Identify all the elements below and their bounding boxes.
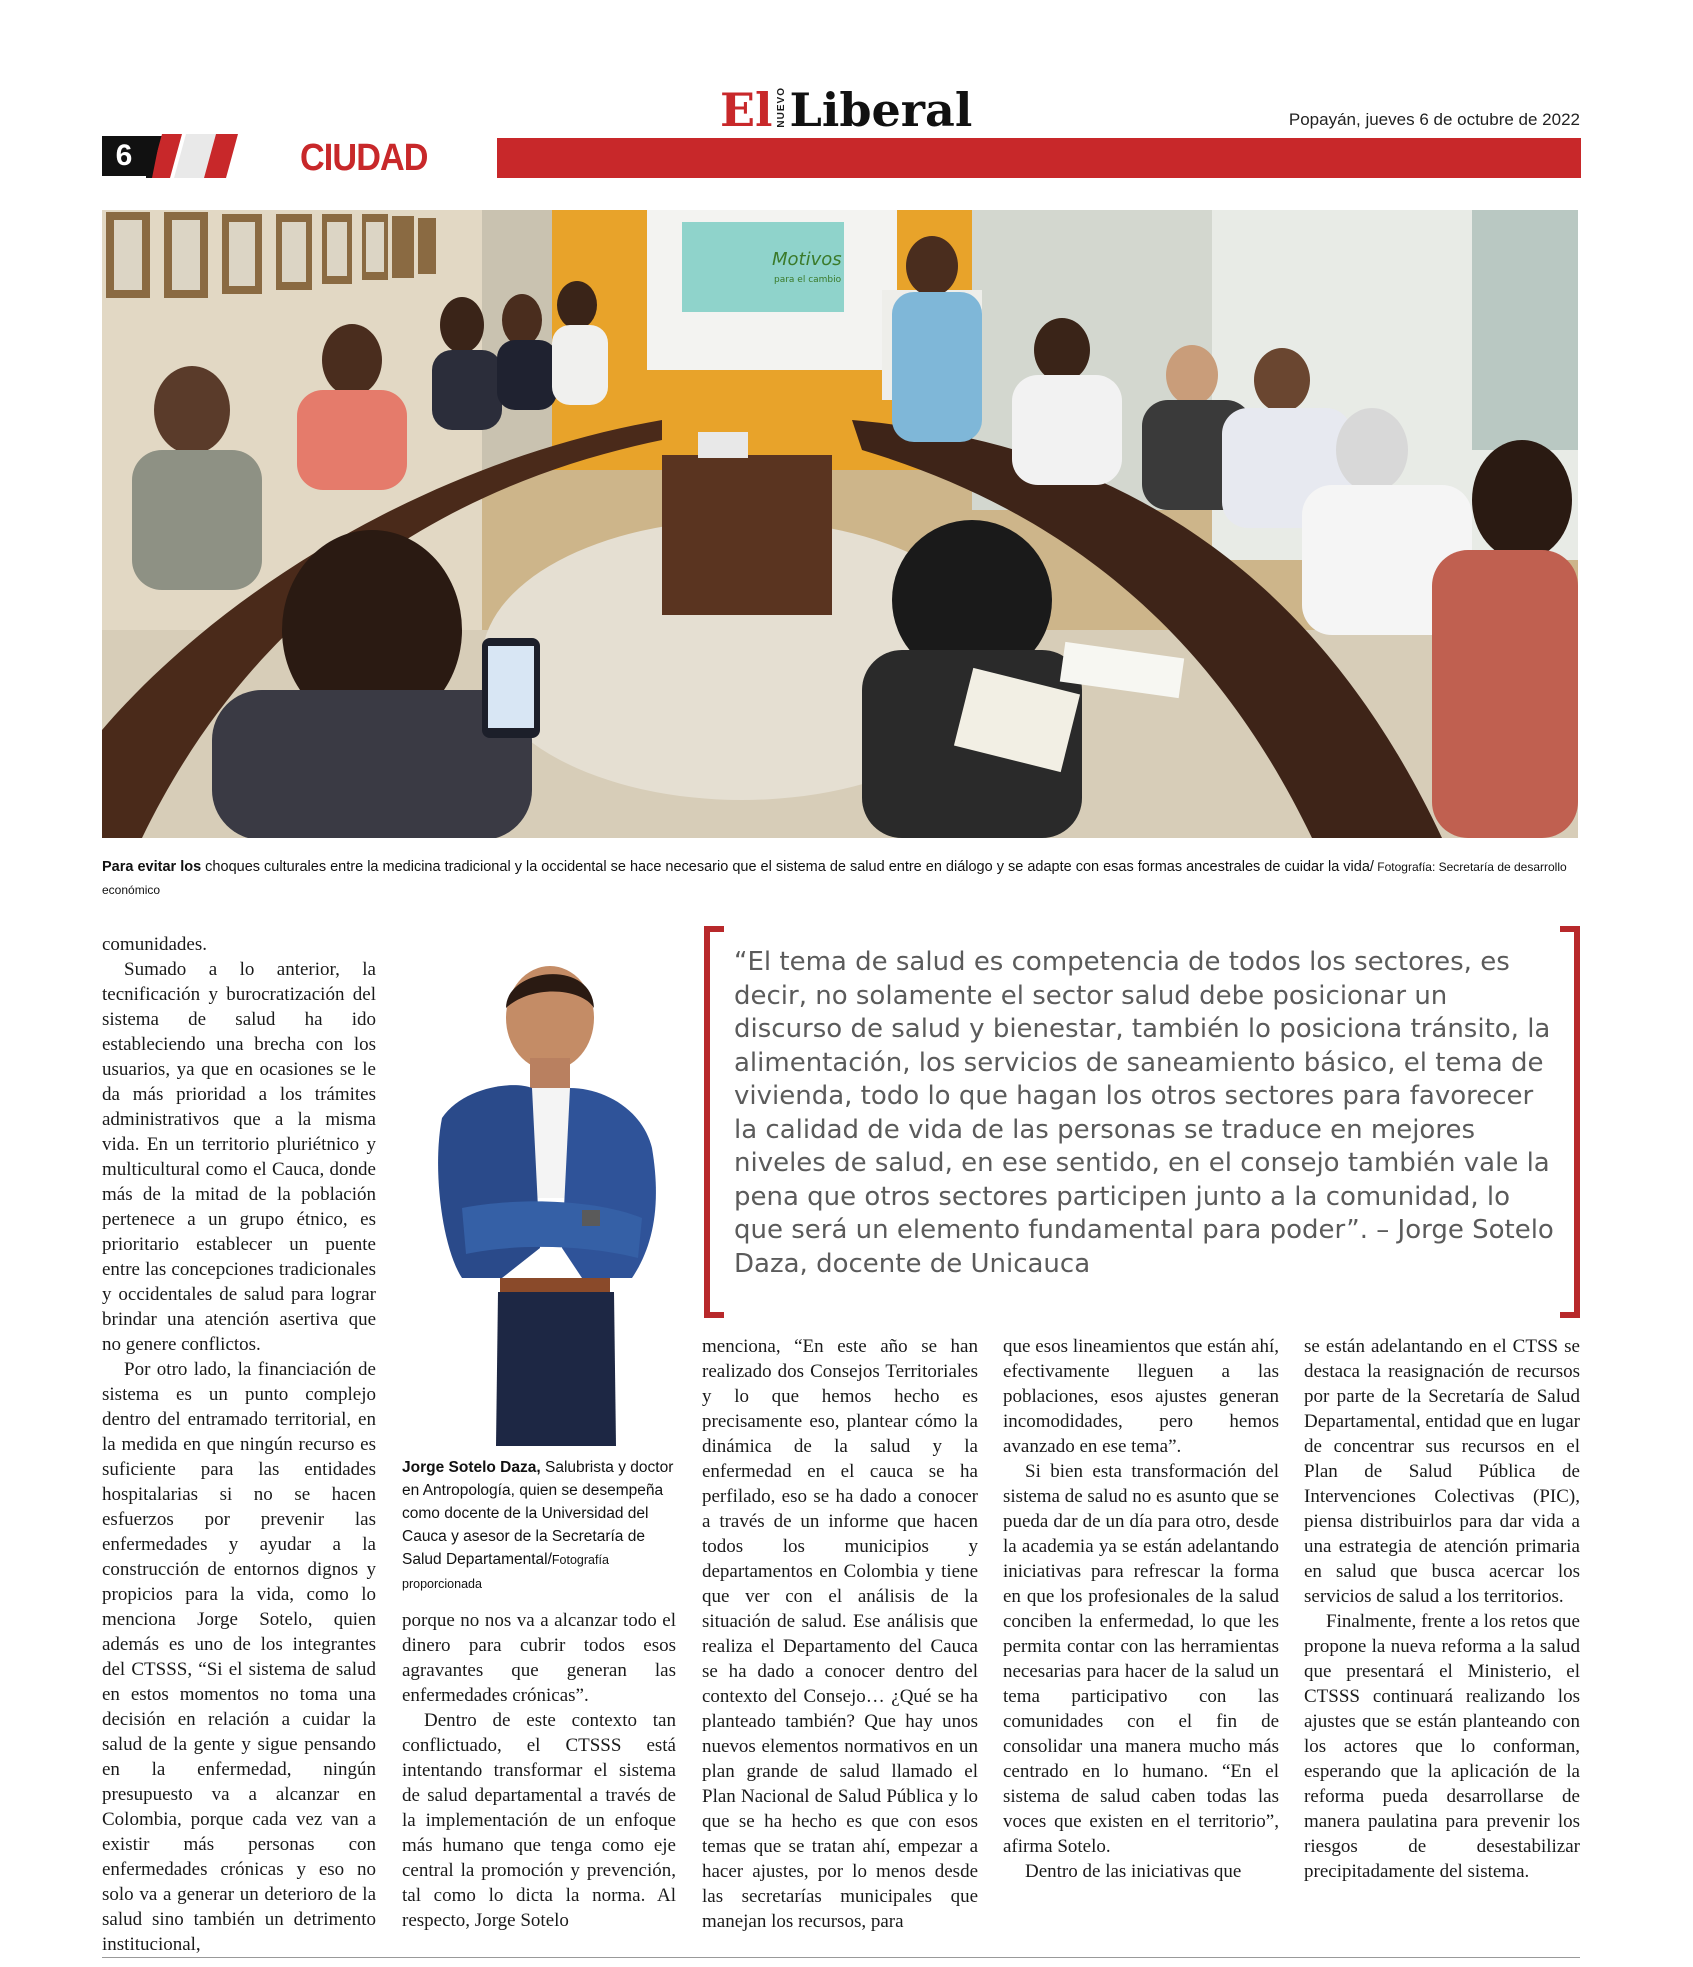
masthead-nuevo: NUEVO [775,87,787,128]
section-title: CIUDAD [300,137,428,179]
paragraph: comunidades. [102,934,208,955]
newspaper-masthead [720,83,973,137]
article-column-3 [702,1334,978,1934]
masthead-el: El [720,83,773,137]
photo-caption-credit: Fotografía: Secretaría de desarrollo económico [102,860,1567,897]
paragraph: porque no nos va a alcanzar todo el dinero para cubrir todos esos agravantes que generan las enfermedades crónicas”. [402,1610,676,1706]
masthead-liberal: Liberal [789,83,973,137]
paragraph: Sumado a lo anterior, la tecnificación y burocratización del sistema de salud ha ido estableciendo una brecha con los usuarios, ya que en ocasiones se le da más prioridad a los trámites administrativos que a la misma vida. En un territorio pluriétnico y multicultural como el Cauca, donde más de la mitad de la población pertenece a un grupo étnico, es prioritario establecer un puente entre las concepciones tradicionales y occidentales de salud para lograr brindar una atención asertiva que no genere conflictos. [102,959,376,1355]
paragraph: Dentro de las iniciativas que [1025,1861,1242,1882]
header-red-bar [497,138,1581,178]
paragraph: Dentro de este contexto tan conflictuado, el CTSSS está intentando transformar el sistema de salud departamental a través de la implementación de un enfoque más humano que tenga como eje central la promoción y prevención, tal como lo dicta la norma. Al respecto, Jorge Sotelo [402,1710,676,1931]
paragraph: se están adelantando en el CTSS se destaca la reasignación de recursos por parte de la Secretaría de Salud Departamental, entidad que en lugar de concentrar sus recursos en el Plan de Salud Pública de Intervenciones Colectivas (PIC), piensa distribuirlos para dar vida a una estrategia de atención primaria en salud que busca acercar los servicios de salud a los territorios. [1304,1336,1580,1607]
paragraph: Si bien esta transformación del sistema de salud no es asunto que se pueda dar de un día para otro, desde la academia ya se están adelantando iniciativas para refrescar la forma en que los profesionales de la salud conciben la enfermedad, lo que les permita contar con las herramientas necesarias para hacer de la salud un tema participativo con las comunidades con el fin de consolidar una manera mucho más centrado en lo humano. “En el sistema de salud caben todas las voces que existen en el territorio”, afirma Sotelo. [1003,1461,1279,1857]
page-number: 6 [115,139,133,172]
issue-date: Popayán, jueves 6 de octubre de 2022 [1288,110,1580,129]
article-column-2 [402,1608,676,1933]
meeting-photo [102,210,1578,838]
portrait-caption [402,1456,682,1596]
quote-bracket-left [704,926,724,1318]
portrait-caption-name: Jorge Sotelo Daza, [402,1459,541,1476]
paragraph: que esos lineamientos que están ahí, efectivamente lleguen a las poblaciones, esos ajustes generan incomodidades, pero hemos avanzado en ese tema”. [1003,1336,1279,1457]
paragraph: menciona, “En este año se han realizado dos Consejos Territoriales y lo que hemos hecho es precisamente eso, plantear cómo la dinámica de la salud y la enfermedad en el cauca se ha perfilado, eso se ha dado a conocer a través de un informe que hacen todos los municipios y departamentos en Colombia y tiene que ver con el análisis de la situación de salud. Ese análisis que realiza el Departamento del Cauca se ha dado a conocer dentro del contexto del Consejo… ¿Qué se ha planteado también? Que hay unos nuevos elementos normativos en un plan grande de salud llamado el Plan Nacional de Salud Pública y lo que se ha hecho es que con esos temas que se tratan ahí, empezar a hacer ajustes, por lo menos desde las secretarías municipales que manejan los recursos, para [702,1336,978,1932]
photo-caption-lead: Para evitar los [102,859,202,875]
article-column-5 [1304,1334,1580,1884]
portrait-caption-credit: Fotografía proporcionada [402,1553,609,1591]
portrait-caption-text: Salubrista y doctor en Antropología, quien se desempeña como docente de la Universidad del Cauca y asesor de la Secretaría de Salud Departamental/ [402,1459,674,1568]
section-flag-graphic [146,134,238,178]
photo-caption-text: choques culturales entre la medicina tradicional y la occidental se hace necesario que el sistema de salud entre en diálogo y se adapte con esas formas ancestrales de cuidar la vida/ [201,859,1374,875]
pull-quote: “El tema de salud es competencia de todos los sectores, es decir, no solamente el sector salud debe posicionar un discurso de salud y bienestar, también lo posiciona tránsito, la alimentación, los servicios de saneamiento básico, el tema de vivienda, todo lo que hagan los otros sectores para favorecer la calidad de vida de las personas se traduce en mejores niveles de salud, en ese sentido, en el consejo también vale la pena que otros sectores participen junto a la comunidad, lo que será un elemento fundamental para poder”. – Jorge Sotelo Daza, docente de Unicauca [734,947,1554,1279]
portrait-photo-jorge-sotelo [402,948,676,1446]
article-column-1 [102,932,376,1957]
article-column-4 [1003,1334,1279,1884]
screen-logo-subtext: para el cambio [774,275,842,285]
quote-bracket-right [1560,926,1580,1318]
photo-caption [102,856,1582,902]
paragraph: Por otro lado, la financiación de sistema es un punto complejo dentro del entramado territorial, en la medida en que ningún recurso es suficiente para las entidades hospitalarias si no se hacen esfuerzos por prevenir las enfermedades y ayudar a la construcción de entornos dignos y propicios para la vida, como lo menciona Jorge Sotelo, quien además es uno de los integrantes del CTSSS, “Si el sistema de salud en estos momentos no toma una decisión en relación a cuidar la salud de la gente y sigue pensando en la enfermedad, ningún presupuesto va a alcanzar en Colombia, porque cada vez van a existir más personas con enfermedades crónicas y eso no solo va a generar un deterioro de la salud sino también un detrimento institucional, [102,1359,376,1955]
bottom-rule [102,1957,1580,1958]
screen-logo-text: Motivos [772,249,842,270]
paragraph: Finalmente, frente a los retos que propone la nueva reforma a la salud que presentará el Ministerio, el CTSSS continuará realizando los ajustes que se están planteando con los actores que lo conforman, esperando que la aplicación de la reforma pueda desarrollarse de manera paulatina para prevenir los riesgos de desestabilizar precipitadamente del sistema. [1304,1611,1580,1882]
